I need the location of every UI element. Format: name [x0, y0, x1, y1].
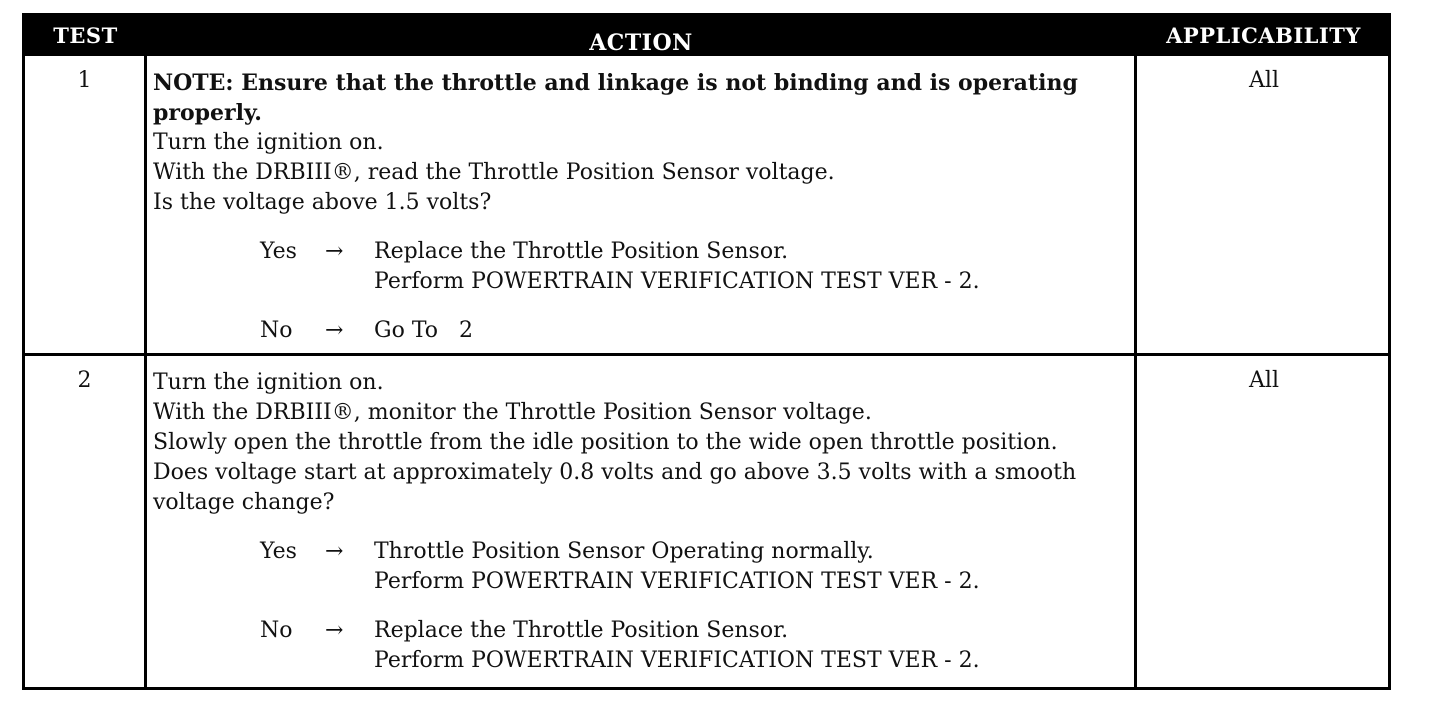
- action-cell: [153, 368, 1133, 695]
- answer-label: No: [260, 618, 293, 643]
- answer-label: Yes: [260, 239, 297, 264]
- header-test: TEST: [53, 23, 118, 48]
- header-action: ACTION: [589, 30, 693, 56]
- answer-list: [153, 237, 1133, 346]
- table-row: [25, 56, 1388, 353]
- header-applicability: APPLICABILITY: [1166, 23, 1361, 48]
- step-text: Turn the ignition on.: [153, 370, 384, 395]
- step-text: With the DRBIII®, monitor the Throttle Position Sensor voltage.: [153, 400, 872, 425]
- arrow-icon: →: [325, 618, 344, 643]
- arrow-icon: →: [325, 239, 344, 264]
- answer-line: Perform POWERTRAIN VERIFICATION TEST VER - 2.: [374, 648, 980, 673]
- answer-line: Perform POWERTRAIN VERIFICATION TEST VER - 2.: [374, 569, 980, 594]
- answer-text: [374, 237, 1114, 297]
- answer-text: [374, 616, 1114, 676]
- answer-no: [153, 316, 1133, 346]
- answer-text: [374, 316, 1114, 346]
- answer-text: [374, 537, 1114, 597]
- answer-no: [153, 616, 1133, 676]
- note-text: NOTE: Ensure that the throttle and linkage is not binding and is operating properly.: [153, 70, 1078, 126]
- answer-label: No: [260, 318, 293, 343]
- step-text: With the DRBIII®, read the Throttle Position Sensor voltage.: [153, 160, 835, 185]
- applicability-value: All: [1249, 68, 1279, 93]
- question-text: voltage change?: [153, 490, 335, 515]
- answer-label: Yes: [260, 539, 297, 564]
- arrow-icon: →: [325, 318, 344, 343]
- answer-line: Replace the Throttle Position Sensor.: [374, 618, 789, 643]
- table-row: [25, 356, 1388, 690]
- answer-line: Perform POWERTRAIN VERIFICATION TEST VER - 2.: [374, 269, 980, 294]
- answer-line: Go To 2: [374, 318, 473, 343]
- answer-yes: [153, 537, 1133, 597]
- applicability-value: All: [1249, 368, 1279, 393]
- table-header: [25, 16, 1388, 56]
- test-number: 1: [77, 68, 92, 93]
- diagnostic-test-table: [22, 13, 1391, 690]
- question-text: Does voltage start at approximately 0.8 volts and go above 3.5 volts with a smooth: [153, 460, 1077, 485]
- action-cell: [153, 68, 1133, 365]
- step-text: Slowly open the throttle from the idle position to the wide open throttle position.: [153, 430, 1058, 455]
- answer-line: Replace the Throttle Position Sensor.: [374, 239, 789, 264]
- test-number: 2: [77, 368, 92, 393]
- step-text: Turn the ignition on.: [153, 130, 384, 155]
- answer-line: Throttle Position Sensor Operating normally.: [374, 539, 874, 564]
- question-text: Is the voltage above 1.5 volts?: [153, 190, 492, 215]
- answer-yes: [153, 237, 1133, 297]
- answer-list: [153, 537, 1133, 676]
- arrow-icon: →: [325, 539, 344, 564]
